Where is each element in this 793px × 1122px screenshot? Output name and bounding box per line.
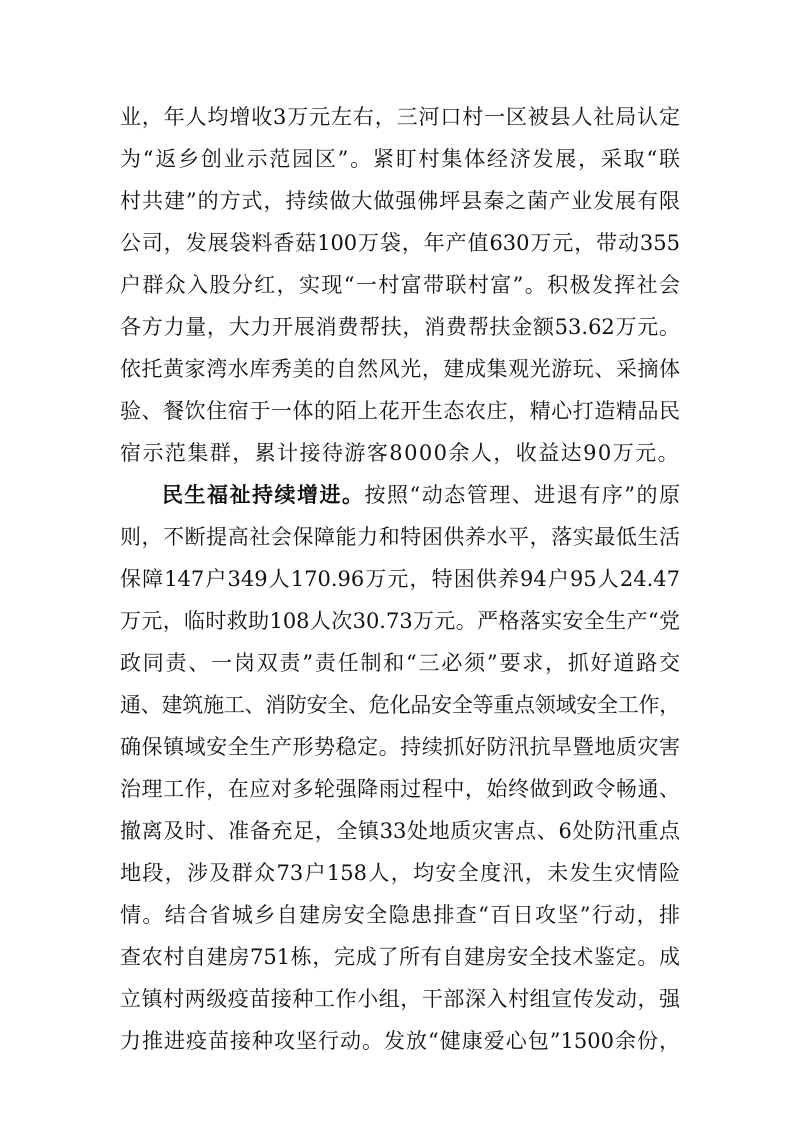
text-line bbox=[120, 349, 680, 389]
line-text: 情。结合省城乡自建房安全隐患排查“百日攻坚”行动，排 bbox=[120, 903, 680, 927]
text-line bbox=[120, 685, 680, 725]
text-line bbox=[120, 139, 680, 179]
line-text: 公司，发展袋料香菇100万袋，年产值630万元，带动355 bbox=[120, 231, 680, 255]
line-text: 确保镇域安全生产形势稳定。持续抓好防汛抗旱暨地质灾害 bbox=[120, 735, 680, 759]
paragraph-heading: 民生福祉持续增进。 bbox=[162, 482, 365, 507]
text-line bbox=[120, 223, 680, 263]
text-line bbox=[120, 853, 680, 893]
line-text: 则，不断提高社会保障能力和特困供养水平，落实最低生活 bbox=[120, 525, 680, 549]
line-text: 村共建”的方式，持续做大做强佛坪县秦之菌产业发展有限 bbox=[120, 189, 680, 213]
line-text: 查农村自建房751栋，完成了所有自建房安全技术鉴定。成 bbox=[120, 945, 680, 969]
text-line bbox=[120, 559, 680, 599]
text-line bbox=[120, 433, 680, 473]
text-line bbox=[120, 517, 680, 557]
line-text: 通、建筑施工、消防安全、危化品安全等重点领域安全工作， bbox=[120, 693, 680, 717]
line-text: 保障147户349人170.96万元，特困供养94户95人24.47 bbox=[120, 567, 680, 591]
line-text: 业，年人均增收3万元左右，三河口村一区被县人社局认定 bbox=[120, 105, 680, 129]
line-text: 按照“动态管理、进退有序”的原 bbox=[364, 483, 680, 507]
line-text: 宿示范集群，累计接待游客8000余人，收益达90万元。 bbox=[120, 441, 681, 465]
text-line bbox=[120, 979, 680, 1019]
line-text: 地段，涉及群众73户158人，均安全度汛，未发生灾情险 bbox=[120, 861, 680, 885]
text-line bbox=[120, 643, 680, 683]
text-line bbox=[120, 181, 680, 221]
text-line bbox=[120, 601, 680, 641]
text-line bbox=[120, 307, 680, 347]
line-text: 万元，临时救助108人次30.73万元。严格落实安全生产“党 bbox=[120, 609, 680, 633]
line-text: 治理工作，在应对多轮强降雨过程中，始终做到政令畅通、 bbox=[120, 777, 680, 801]
text-line bbox=[120, 895, 680, 935]
text-line bbox=[120, 727, 680, 767]
text-line bbox=[120, 265, 680, 305]
line-text: 力推进疫苗接种攻坚行动。发放“健康爱心包”1500余份， bbox=[120, 1029, 680, 1053]
line-text: 各方力量，大力开展消费帮扶，消费帮扶金额53.62万元。 bbox=[120, 315, 680, 339]
line-text: 为“返乡创业示范园区”。紧盯村集体经济发展，采取“联 bbox=[120, 147, 680, 171]
text-line bbox=[120, 391, 680, 431]
text-line bbox=[120, 937, 680, 977]
text-line bbox=[120, 1021, 680, 1061]
text-line bbox=[120, 97, 680, 137]
text-line bbox=[120, 811, 680, 851]
line-text: 政同责、一岗双责”责任制和“三必须”要求，抓好道路交 bbox=[120, 651, 680, 675]
line-text: 撤离及时、准备充足，全镇33处地质灾害点、6处防汛重点 bbox=[120, 819, 680, 843]
line-text: 验、餐饮住宿于一体的陌上花开生态农庄，精心打造精品民 bbox=[120, 399, 680, 423]
text-line bbox=[120, 769, 680, 809]
line-text: 户群众入股分红，实现“一村富带联村富”。积极发挥社会 bbox=[120, 273, 680, 297]
line-text: 依托黄家湾水库秀美的自然风光，建成集观光游玩、采摘体 bbox=[120, 357, 680, 381]
text-line bbox=[162, 475, 680, 515]
line-text: 立镇村两级疫苗接种工作小组，干部深入村组宣传发动，强 bbox=[120, 987, 680, 1011]
